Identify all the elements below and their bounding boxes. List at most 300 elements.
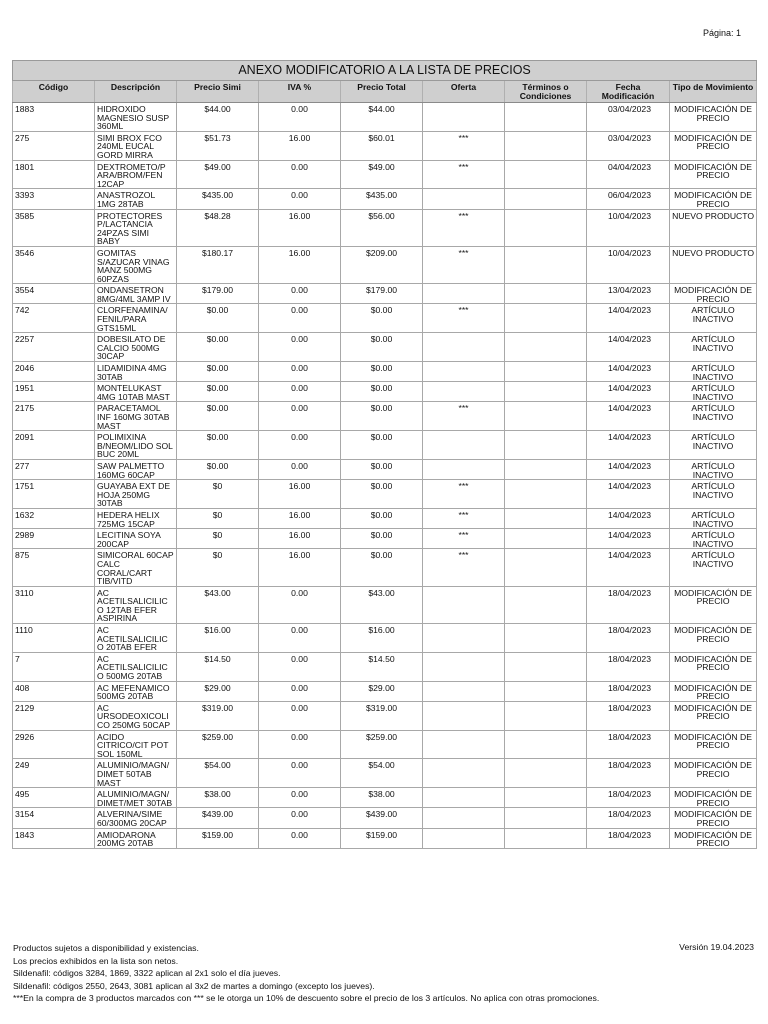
- cell-iva: 0.00: [259, 681, 341, 701]
- cell-oferta: [423, 652, 505, 681]
- cell-precio-simi: $0.00: [177, 431, 259, 460]
- cell-tipo: MODIFICACIÓN DE PRECIO: [670, 103, 757, 132]
- cell-precio-total: $60.01: [341, 131, 423, 160]
- table-row: [13, 701, 757, 730]
- cell-iva: 0.00: [259, 402, 341, 431]
- cell-description: MONTELUKAST 4MG 10TAB MAST: [95, 382, 177, 402]
- cell-fecha: 14/04/2023: [587, 549, 670, 586]
- cell-fecha: 18/04/2023: [587, 624, 670, 653]
- cell-terminos: [505, 362, 587, 382]
- cell-terminos: [505, 131, 587, 160]
- cell-oferta: [423, 788, 505, 808]
- cell-oferta: [423, 681, 505, 701]
- cell-precio-total: $179.00: [341, 284, 423, 304]
- table-header-row: [13, 81, 757, 103]
- cell-description: ALUMINIO/MAGN/ DIMET/MET 30TAB: [95, 788, 177, 808]
- cell-precio-total: $38.00: [341, 788, 423, 808]
- table-row: [13, 333, 757, 362]
- table-row: [13, 828, 757, 848]
- cell-precio-total: $0.00: [341, 549, 423, 586]
- cell-fecha: 14/04/2023: [587, 529, 670, 549]
- table-row: [13, 624, 757, 653]
- cell-precio-simi: $16.00: [177, 624, 259, 653]
- table-row: [13, 160, 757, 189]
- cell-description: LECITINA SOYA 200CAP: [95, 529, 177, 549]
- cell-oferta: ***: [423, 529, 505, 549]
- cell-precio-total: $0.00: [341, 508, 423, 528]
- cell-tipo: MODIFICACIÓN DE PRECIO: [670, 586, 757, 623]
- cell-tipo: ARTÍCULO INACTIVO: [670, 304, 757, 333]
- cell-description: AMIODARONA 200MG 20TAB: [95, 828, 177, 848]
- cell-tipo: MODIFICACIÓN DE PRECIO: [670, 160, 757, 189]
- cell-iva: 0.00: [259, 701, 341, 730]
- cell-precio-simi: $0.00: [177, 459, 259, 479]
- cell-oferta: [423, 459, 505, 479]
- cell-code: 2175: [13, 402, 95, 431]
- table-row: [13, 246, 757, 283]
- cell-precio-total: $54.00: [341, 759, 423, 788]
- cell-terminos: [505, 681, 587, 701]
- col-terminos-header: Términos o Condiciones: [505, 81, 587, 103]
- cell-code: 2046: [13, 362, 95, 382]
- cell-fecha: 06/04/2023: [587, 189, 670, 209]
- cell-code: 3546: [13, 246, 95, 283]
- cell-description: AC ACETILSALICILIC O 20TAB EFER: [95, 624, 177, 653]
- cell-terminos: [505, 788, 587, 808]
- cell-code: 3110: [13, 586, 95, 623]
- cell-iva: 0.00: [259, 189, 341, 209]
- cell-oferta: [423, 103, 505, 132]
- cell-description: DOBESILATO DE CALCIO 500MG 30CAP: [95, 333, 177, 362]
- cell-description: HEDERA HELIX 725MG 15CAP: [95, 508, 177, 528]
- cell-iva: 16.00: [259, 131, 341, 160]
- cell-code: 3554: [13, 284, 95, 304]
- cell-description: SAW PALMETTO 160MG 60CAP: [95, 459, 177, 479]
- cell-terminos: [505, 480, 587, 509]
- table-row: [13, 652, 757, 681]
- cell-fecha: 04/04/2023: [587, 160, 670, 189]
- col-tipo-header: Tipo de Movimiento: [670, 81, 757, 103]
- cell-precio-total: $0.00: [341, 529, 423, 549]
- cell-terminos: [505, 103, 587, 132]
- cell-oferta: [423, 189, 505, 209]
- cell-iva: 0.00: [259, 160, 341, 189]
- cell-precio-total: $0.00: [341, 480, 423, 509]
- price-table: [12, 60, 757, 849]
- cell-code: 1751: [13, 480, 95, 509]
- table-row: [13, 508, 757, 528]
- table-row: [13, 808, 757, 828]
- cell-description: CLORFENAMINA/ FENIL/PARA GTS15ML: [95, 304, 177, 333]
- table-row: [13, 480, 757, 509]
- cell-tipo: MODIFICACIÓN DE PRECIO: [670, 828, 757, 848]
- cell-precio-total: $49.00: [341, 160, 423, 189]
- cell-code: 1632: [13, 508, 95, 528]
- cell-precio-total: $319.00: [341, 701, 423, 730]
- table-row: [13, 131, 757, 160]
- cell-precio-simi: $51.73: [177, 131, 259, 160]
- cell-tipo: ARTÍCULO INACTIVO: [670, 362, 757, 382]
- table-row: [13, 788, 757, 808]
- cell-fecha: 14/04/2023: [587, 382, 670, 402]
- cell-description: AC URSODEOXICOLI CO 250MG 50CAP: [95, 701, 177, 730]
- cell-precio-simi: $29.00: [177, 681, 259, 701]
- cell-tipo: MODIFICACIÓN DE PRECIO: [670, 624, 757, 653]
- cell-oferta: ***: [423, 402, 505, 431]
- cell-fecha: 14/04/2023: [587, 304, 670, 333]
- cell-precio-total: $159.00: [341, 828, 423, 848]
- cell-fecha: 03/04/2023: [587, 131, 670, 160]
- cell-tipo: NUEVO PRODUCTO: [670, 246, 757, 283]
- cell-terminos: [505, 508, 587, 528]
- cell-description: ONDANSETRON 8MG/4ML 3AMP IV: [95, 284, 177, 304]
- cell-code: 408: [13, 681, 95, 701]
- cell-tipo: ARTÍCULO INACTIVO: [670, 333, 757, 362]
- cell-terminos: [505, 652, 587, 681]
- cell-tipo: MODIFICACIÓN DE PRECIO: [670, 652, 757, 681]
- cell-oferta: [423, 284, 505, 304]
- cell-fecha: 14/04/2023: [587, 459, 670, 479]
- cell-iva: 0.00: [259, 103, 341, 132]
- cell-code: 2129: [13, 701, 95, 730]
- cell-precio-total: $0.00: [341, 304, 423, 333]
- table-row: [13, 304, 757, 333]
- cell-code: 2926: [13, 730, 95, 759]
- cell-terminos: [505, 586, 587, 623]
- cell-iva: 16.00: [259, 209, 341, 246]
- col-oferta-header: Oferta: [423, 81, 505, 103]
- cell-iva: 16.00: [259, 480, 341, 509]
- cell-fecha: 10/04/2023: [587, 246, 670, 283]
- cell-oferta: [423, 333, 505, 362]
- cell-precio-total: $0.00: [341, 362, 423, 382]
- cell-tipo: ARTÍCULO INACTIVO: [670, 382, 757, 402]
- cell-description: HIDROXIDO MAGNESIO SUSP 360ML: [95, 103, 177, 132]
- table-row: [13, 586, 757, 623]
- cell-description: AC MEFENAMICO 500MG 20TAB: [95, 681, 177, 701]
- cell-precio-simi: $43.00: [177, 586, 259, 623]
- cell-iva: 0.00: [259, 333, 341, 362]
- cell-precio-total: $0.00: [341, 402, 423, 431]
- cell-code: 249: [13, 759, 95, 788]
- cell-fecha: 14/04/2023: [587, 480, 670, 509]
- cell-fecha: 14/04/2023: [587, 333, 670, 362]
- cell-code: 875: [13, 549, 95, 586]
- cell-oferta: [423, 828, 505, 848]
- table-row: [13, 529, 757, 549]
- cell-terminos: [505, 284, 587, 304]
- cell-tipo: MODIFICACIÓN DE PRECIO: [670, 131, 757, 160]
- cell-tipo: ARTÍCULO INACTIVO: [670, 480, 757, 509]
- cell-iva: 0.00: [259, 362, 341, 382]
- cell-precio-total: $43.00: [341, 586, 423, 623]
- cell-iva: 16.00: [259, 246, 341, 283]
- cell-code: 3393: [13, 189, 95, 209]
- version-label: Versión 19.04.2023: [679, 942, 754, 952]
- cell-precio-simi: $44.00: [177, 103, 259, 132]
- cell-description: PARACETAMOL INF 160MG 30TAB MAST: [95, 402, 177, 431]
- cell-fecha: 18/04/2023: [587, 681, 670, 701]
- cell-description: SIMICORAL 60CAP CALC CORAL/CART TIB/VITD: [95, 549, 177, 586]
- cell-description: DEXTROMETO/P ARA/BROM/FEN 12CAP: [95, 160, 177, 189]
- cell-terminos: [505, 189, 587, 209]
- cell-precio-total: $44.00: [341, 103, 423, 132]
- cell-terminos: [505, 624, 587, 653]
- cell-iva: 16.00: [259, 549, 341, 586]
- cell-tipo: MODIFICACIÓN DE PRECIO: [670, 681, 757, 701]
- cell-precio-simi: $0.00: [177, 382, 259, 402]
- cell-precio-total: $16.00: [341, 624, 423, 653]
- cell-iva: 0.00: [259, 808, 341, 828]
- cell-iva: 0.00: [259, 459, 341, 479]
- cell-fecha: 18/04/2023: [587, 759, 670, 788]
- cell-oferta: ***: [423, 131, 505, 160]
- cell-precio-total: $435.00: [341, 189, 423, 209]
- cell-precio-total: $0.00: [341, 459, 423, 479]
- cell-precio-simi: $0: [177, 549, 259, 586]
- cell-terminos: [505, 333, 587, 362]
- cell-precio-simi: $14.50: [177, 652, 259, 681]
- cell-terminos: [505, 431, 587, 460]
- cell-precio-total: $259.00: [341, 730, 423, 759]
- cell-description: GUAYABA EXT DE HOJA 250MG 30TAB: [95, 480, 177, 509]
- cell-iva: 0.00: [259, 382, 341, 402]
- table-row: [13, 284, 757, 304]
- table-row: [13, 431, 757, 460]
- cell-tipo: ARTÍCULO INACTIVO: [670, 459, 757, 479]
- cell-description: ALUMINIO/MAGN/ DIMET 50TAB MAST: [95, 759, 177, 788]
- cell-tipo: NUEVO PRODUCTO: [670, 209, 757, 246]
- cell-precio-simi: $54.00: [177, 759, 259, 788]
- cell-code: 2091: [13, 431, 95, 460]
- cell-terminos: [505, 402, 587, 431]
- cell-oferta: [423, 730, 505, 759]
- cell-code: 1843: [13, 828, 95, 848]
- cell-precio-simi: $180.17: [177, 246, 259, 283]
- table-body: [13, 103, 757, 849]
- cell-iva: 16.00: [259, 508, 341, 528]
- cell-iva: 0.00: [259, 788, 341, 808]
- cell-precio-simi: $0.00: [177, 333, 259, 362]
- price-list-sheet: [12, 60, 756, 849]
- cell-code: 3585: [13, 209, 95, 246]
- cell-tipo: ARTÍCULO INACTIVO: [670, 549, 757, 586]
- cell-iva: 0.00: [259, 759, 341, 788]
- table-row: [13, 681, 757, 701]
- cell-code: 2989: [13, 529, 95, 549]
- table-row: [13, 103, 757, 132]
- cell-code: 277: [13, 459, 95, 479]
- cell-tipo: ARTÍCULO INACTIVO: [670, 508, 757, 528]
- cell-precio-total: $56.00: [341, 209, 423, 246]
- cell-precio-simi: $435.00: [177, 189, 259, 209]
- cell-tipo: ARTÍCULO INACTIVO: [670, 402, 757, 431]
- cell-code: 1883: [13, 103, 95, 132]
- cell-code: 3154: [13, 808, 95, 828]
- cell-code: 742: [13, 304, 95, 333]
- cell-oferta: ***: [423, 549, 505, 586]
- cell-fecha: 14/04/2023: [587, 402, 670, 431]
- table-row: [13, 549, 757, 586]
- col-fecha-header: Fecha Modificación: [587, 81, 670, 103]
- table-row: [13, 402, 757, 431]
- cell-fecha: 18/04/2023: [587, 586, 670, 623]
- cell-description: AC ACETILSALICILIC O 12TAB EFER ASPIRINA: [95, 586, 177, 623]
- cell-iva: 0.00: [259, 624, 341, 653]
- cell-oferta: ***: [423, 209, 505, 246]
- cell-fecha: 14/04/2023: [587, 508, 670, 528]
- cell-fecha: 18/04/2023: [587, 730, 670, 759]
- cell-terminos: [505, 160, 587, 189]
- cell-precio-total: $14.50: [341, 652, 423, 681]
- cell-fecha: 14/04/2023: [587, 431, 670, 460]
- cell-precio-simi: $179.00: [177, 284, 259, 304]
- cell-description: AC ACETILSALICILIC O 500MG 20TAB: [95, 652, 177, 681]
- cell-fecha: 14/04/2023: [587, 362, 670, 382]
- col-iva-header: IVA %: [259, 81, 341, 103]
- cell-precio-simi: $0.00: [177, 362, 259, 382]
- cell-precio-simi: $439.00: [177, 808, 259, 828]
- cell-oferta: [423, 382, 505, 402]
- cell-iva: 0.00: [259, 730, 341, 759]
- cell-oferta: [423, 431, 505, 460]
- cell-tipo: ARTÍCULO INACTIVO: [670, 529, 757, 549]
- page-number: Página: 1: [702, 28, 741, 38]
- cell-precio-total: $209.00: [341, 246, 423, 283]
- cell-fecha: 18/04/2023: [587, 828, 670, 848]
- cell-terminos: [505, 701, 587, 730]
- cell-precio-simi: $0: [177, 508, 259, 528]
- cell-terminos: [505, 759, 587, 788]
- table-row: [13, 459, 757, 479]
- cell-tipo: ARTÍCULO INACTIVO: [670, 431, 757, 460]
- cell-code: 275: [13, 131, 95, 160]
- cell-iva: 0.00: [259, 304, 341, 333]
- cell-oferta: ***: [423, 508, 505, 528]
- cell-tipo: MODIFICACIÓN DE PRECIO: [670, 808, 757, 828]
- cell-precio-simi: $259.00: [177, 730, 259, 759]
- cell-precio-simi: $0.00: [177, 304, 259, 333]
- cell-oferta: [423, 808, 505, 828]
- cell-precio-total: $29.00: [341, 681, 423, 701]
- cell-description: PROTECTORES P/LACTANCIA 24PZAS SIMI BABY: [95, 209, 177, 246]
- cell-fecha: 18/04/2023: [587, 652, 670, 681]
- cell-fecha: 13/04/2023: [587, 284, 670, 304]
- cell-fecha: 03/04/2023: [587, 103, 670, 132]
- footer-note: ***En la compra de 3 productos marcados con *** se le otorga un 10% de descuento sobre el precio de los 3 artículos. No aplica con otras promociones.: [13, 993, 600, 1004]
- cell-description: POLIMIXINA B/NEOM/LIDO SOL BUC 20ML: [95, 431, 177, 460]
- cell-oferta: [423, 624, 505, 653]
- cell-description: ACIDO CITRICO/CIT POT SOL 150ML: [95, 730, 177, 759]
- col-precio-total-header: Precio Total: [341, 81, 423, 103]
- cell-precio-simi: $159.00: [177, 828, 259, 848]
- cell-terminos: [505, 209, 587, 246]
- cell-iva: 0.00: [259, 586, 341, 623]
- cell-precio-total: $0.00: [341, 333, 423, 362]
- cell-oferta: ***: [423, 304, 505, 333]
- footer-note: Sildenafil: códigos 3284, 1869, 3322 aplican al 2x1 solo el día jueves.: [13, 968, 281, 979]
- cell-precio-simi: $319.00: [177, 701, 259, 730]
- cell-iva: 16.00: [259, 529, 341, 549]
- cell-oferta: ***: [423, 480, 505, 509]
- cell-oferta: ***: [423, 160, 505, 189]
- cell-description: ANASTROZOL 1MG 28TAB: [95, 189, 177, 209]
- cell-fecha: 18/04/2023: [587, 788, 670, 808]
- table-row: [13, 209, 757, 246]
- table-row: [13, 362, 757, 382]
- cell-oferta: ***: [423, 246, 505, 283]
- footer-note: Los precios exhibidos en la lista son netos.: [13, 955, 179, 966]
- cell-oferta: [423, 362, 505, 382]
- cell-code: 2257: [13, 333, 95, 362]
- table-row: [13, 382, 757, 402]
- cell-tipo: MODIFICACIÓN DE PRECIO: [670, 788, 757, 808]
- cell-precio-total: $0.00: [341, 382, 423, 402]
- cell-description: GOMITAS S/AZUCAR VINAG MANZ 500MG 60PZAS: [95, 246, 177, 283]
- cell-iva: 0.00: [259, 284, 341, 304]
- col-precio-simi-header: Precio Simi: [177, 81, 259, 103]
- cell-terminos: [505, 382, 587, 402]
- cell-oferta: [423, 759, 505, 788]
- cell-terminos: [505, 730, 587, 759]
- cell-iva: 0.00: [259, 828, 341, 848]
- cell-terminos: [505, 459, 587, 479]
- cell-precio-simi: $48.28: [177, 209, 259, 246]
- cell-precio-total: $0.00: [341, 431, 423, 460]
- cell-terminos: [505, 549, 587, 586]
- cell-code: 1951: [13, 382, 95, 402]
- cell-oferta: [423, 586, 505, 623]
- cell-code: 495: [13, 788, 95, 808]
- table-row: [13, 189, 757, 209]
- cell-precio-simi: $49.00: [177, 160, 259, 189]
- cell-description: SIMI BROX FCO 240ML EUCAL GORD MIRRA: [95, 131, 177, 160]
- col-descripcion-header: Descripción: [95, 81, 177, 103]
- cell-terminos: [505, 529, 587, 549]
- cell-code: 1801: [13, 160, 95, 189]
- col-codigo-header: Código: [13, 81, 95, 103]
- table-row: [13, 730, 757, 759]
- cell-precio-simi: $0.00: [177, 402, 259, 431]
- cell-terminos: [505, 304, 587, 333]
- cell-precio-total: $439.00: [341, 808, 423, 828]
- cell-description: ALVERINA/SIME 60/300MG 20CAP: [95, 808, 177, 828]
- cell-fecha: 18/04/2023: [587, 701, 670, 730]
- cell-tipo: MODIFICACIÓN DE PRECIO: [670, 701, 757, 730]
- footer-note: Sildenafil: códigos 2550, 2643, 3081 aplican al 3x2 de martes a domingo (excepto los jueves).: [13, 980, 375, 991]
- table-title: ANEXO MODIFICATORIO A LA LISTA DE PRECIOS: [13, 61, 757, 81]
- cell-precio-simi: $0: [177, 480, 259, 509]
- cell-terminos: [505, 246, 587, 283]
- cell-iva: 0.00: [259, 431, 341, 460]
- cell-precio-simi: $0: [177, 529, 259, 549]
- footer-notes: [13, 942, 757, 1005]
- cell-iva: 0.00: [259, 652, 341, 681]
- cell-tipo: MODIFICACIÓN DE PRECIO: [670, 189, 757, 209]
- footer-note: Productos sujetos a disponibilidad y existencias.: [13, 943, 199, 953]
- cell-fecha: 18/04/2023: [587, 808, 670, 828]
- cell-description: LIDAMIDINA 4MG 30TAB: [95, 362, 177, 382]
- cell-terminos: [505, 828, 587, 848]
- table-row: [13, 759, 757, 788]
- cell-code: 1110: [13, 624, 95, 653]
- cell-fecha: 10/04/2023: [587, 209, 670, 246]
- cell-tipo: MODIFICACIÓN DE PRECIO: [670, 730, 757, 759]
- cell-oferta: [423, 701, 505, 730]
- cell-precio-simi: $38.00: [177, 788, 259, 808]
- cell-tipo: MODIFICACIÓN DE PRECIO: [670, 284, 757, 304]
- cell-code: 7: [13, 652, 95, 681]
